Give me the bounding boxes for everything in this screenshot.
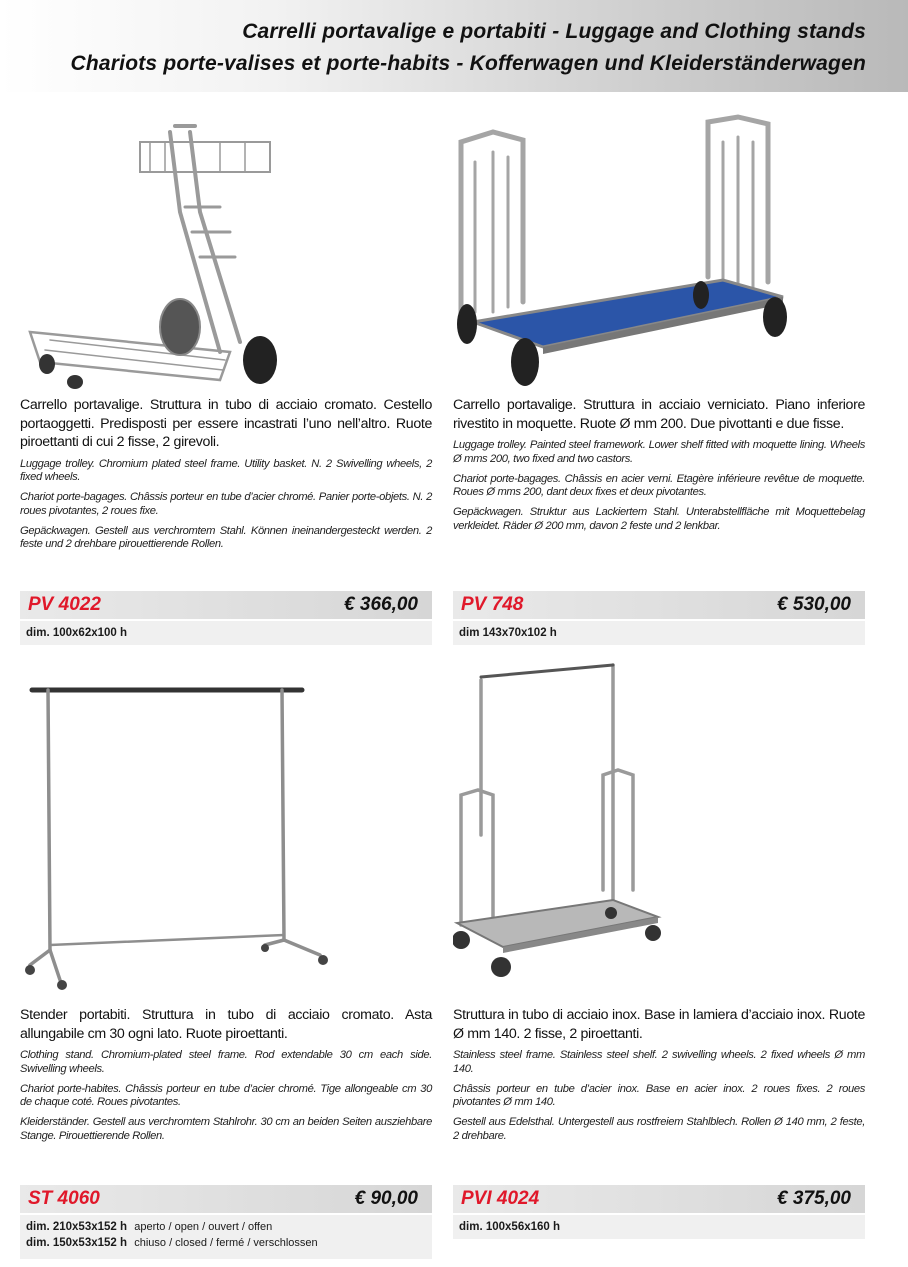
- price-bar: [20, 1185, 432, 1213]
- header-title-line-1: Carrelli portavalige e portabiti - Luggage and Clothing stands: [242, 20, 866, 43]
- description-french: Chariot porte-bagages. Châssis en acier verni. Etagère inférieure revêtue de moquette. Roues Ø mms 200, dant deux fixes et deux pivotantes.: [453, 472, 865, 499]
- product-price: € 375,00: [777, 1188, 851, 1209]
- dimensions-bar: [453, 621, 865, 645]
- dimensions: dim. 100x62x100 h: [26, 627, 128, 639]
- description-italian: Carrello portavalige. Struttura in acciaio verniciato. Piano inferiore rivestito in moquette. Ruote Ø mm 200. Due pivottanti e due fisse.: [453, 397, 865, 432]
- product-card-pvi4024: [453, 655, 865, 1255]
- dimensions-note: chiuso / closed / fermé / verschlossen: [134, 1237, 318, 1249]
- description-english: Luggage trolley. Painted steel framework. Lower shelf fitted with moquette lining. Wheels Ø mms 200, two fixed and two castors.: [453, 439, 865, 465]
- dimensions: dim. 100x56x160 h: [459, 1221, 561, 1233]
- product-code: ST 4060: [28, 1188, 100, 1209]
- header-title-line-2: Chariots porte-valises et porte-habits - Kofferwagen und Kleiderständerwagen: [70, 52, 866, 75]
- product-photo-clothing-stand: [20, 680, 432, 1002]
- product-description-pv4022: [20, 396, 432, 552]
- product-code: PVI 4024: [461, 1188, 540, 1209]
- description-english: Clothing stand. Chromium-plated steel frame. Rod extendable 30 cm each side. Swivelling wheels.: [20, 1049, 432, 1075]
- price-bar: [20, 591, 432, 619]
- product-price: € 366,00: [344, 594, 418, 615]
- dimensions: dim 143x70x102 h: [459, 627, 557, 639]
- dimensions-open-row: [26, 1219, 426, 1235]
- product-price: € 90,00: [354, 1188, 418, 1209]
- product-card-st4060: [20, 670, 432, 1267]
- description-english: Luggage trolley. Chromium plated steel frame. Utility basket. N. 2 Swivelling wheels, 2 fixed wheels.: [20, 457, 432, 484]
- product-code: PV 4022: [28, 594, 101, 615]
- dimensions: dim. 210x53x152 h: [26, 1221, 128, 1233]
- product-description-st4060: [20, 1006, 432, 1144]
- product-photo-stainless-trolley: [453, 655, 865, 995]
- description-french: Chariot porte-habites. Châssis porteur en tube d’acier chromé. Tige allongeable cm 30 de chaque coté. Roues pivotantes.: [20, 1082, 432, 1109]
- dimensions-bar: [453, 1215, 865, 1239]
- description-german: Gepäckwagen. Struktur aus Lackiertem Stahl. Unterabstellfläche mit Moquettebelag verkleidet. Räder Ø 200 mm, davon 2 feste und 2 lenkbar.: [453, 506, 865, 532]
- product-photo-luggage-trolley-chrome: [20, 112, 432, 390]
- description-french: Châssis porteur en tube d’acier inox. Base en acier inox. 2 roues fixes. 2 roues pivotantes Ø mm 140.: [453, 1082, 865, 1109]
- description-italian: Stender portabiti. Struttura in tubo di acciaio cromato. Asta allungabile cm 30 ogni lato. Ruote piroettanti.: [20, 1007, 432, 1042]
- product-photo-luggage-trolley-blue: [453, 112, 865, 390]
- dimensions-bar: [20, 1215, 432, 1259]
- description-german: Gestell aus Edelsthal. Untergestell aus rostfreiem Stahlblech. Rollen Ø 140 mm, 2 feste, 2 drehbare.: [453, 1116, 865, 1142]
- description-german: Kleiderständer. Gestell aus verchromtem Stahlrohr. 30 cm an beiden Seiten ausziehbare Stange. Pirouettierende Rollen.: [20, 1116, 432, 1142]
- page-header: [0, 0, 908, 92]
- description-french: Chariot porte-bagages. Châssis porteur en tube d’acier chromé. Panier porte-objets. N. 2 roues pivotantes, 2 roues fixe.: [20, 491, 432, 517]
- price-bar: [453, 591, 865, 619]
- product-card-pv748: [453, 100, 865, 660]
- dimensions-closed-row: [26, 1235, 426, 1251]
- dimensions: dim. 150x53x152 h: [26, 1237, 128, 1249]
- product-card-pv4022: [20, 100, 432, 660]
- dimensions-note: aperto / open / ouvert / offen: [134, 1221, 273, 1233]
- price-bar: [453, 1185, 865, 1213]
- product-code: PV 748: [461, 594, 524, 615]
- description-german: Gepäckwagen. Gestell aus verchromtem Stahl. Können ineinandergesteckt werden. 2 feste und 2 drehbare pirouettierende Rollen.: [20, 524, 432, 551]
- product-description-pv748: [453, 396, 865, 534]
- product-price: € 530,00: [777, 594, 851, 615]
- description-italian: Struttura in tubo di acciaio inox. Base in lamiera d’acciaio inox. Ruote Ø mm 140. 2 fisse, 2 piroettanti.: [453, 1007, 865, 1042]
- description-english: Stainless steel frame. Stainless steel shelf. 2 swivelling wheels. 2 fixed wheels Ø mm 140.: [453, 1049, 865, 1075]
- description-italian: Carrello portavalige. Struttura in tubo di acciaio cromato. Cestello portaoggetti. Predisposti per essere incastrati l’uno nell’altro. Ruote piroettanti di cui 2 fisse, 2 girevoli.: [20, 397, 432, 450]
- dimensions-bar: [20, 621, 432, 645]
- product-description-pvi4024: [453, 1006, 865, 1144]
